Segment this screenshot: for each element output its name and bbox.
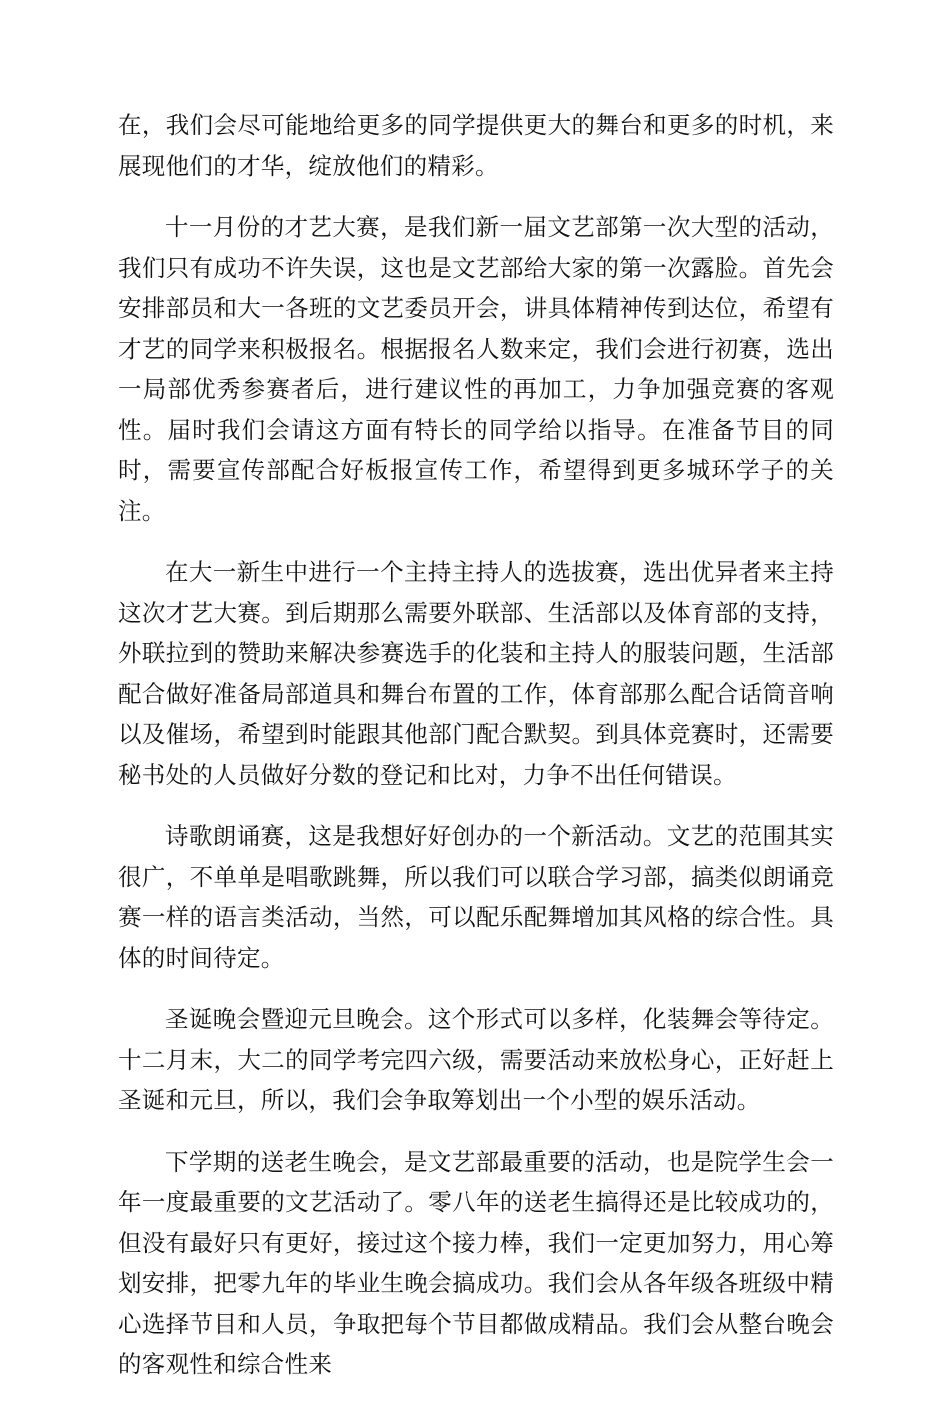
paragraph-talent-contest: 十一月份的才艺大赛，是我们新一届文艺部第一次大型的活动，我们只有成功不许失误，这也是文艺部给大家的第一次露脸。首先会安排部员和大一各班的文艺委员开会，讲具体精神传到达位，希望有才艺的同学来积极报名。根据报名人数来定，我们会进行初赛，选出一局部优秀参赛者后，进行建议性的再加工，力争加强竞赛的客观性。届时我们会请这方面有特长的同学给以指导。在准备节目的同时，需要宣传部配合好板报宣传工作，希望得到更多城环学子的关注。: [118, 213, 834, 525]
paragraph-host-selection: 在大一新生中进行一个主持主持人的选拔赛，选出优异者来主持这次才艺大赛。到后期那么需要外联部、生活部以及体育部的支持，外联拉到的赞助来解决参赛选手的化装和主持人的服装问题，生活部配合做好准备局部道具和舞台布置的工作，体育部那么配合话筒音响以及催场，希望到时能跟其他部门配合默契。到具体竞赛时，还需要秘书处的人员做好分数的登记和比对，力争不出任何错误。: [118, 558, 834, 789]
paragraph-talent-stage: 在，我们会尽可能地给更多的同学提供更大的舞台和更多的时机，来展现他们的才华，绽放他们的精彩。: [118, 111, 834, 180]
document-body: [118, 105, 834, 1406]
paragraph-christmas-party: 圣诞晚会暨迎元旦晚会。这个形式可以多样，化装舞会等待定。十二月末，大二的同学考完四六级，需要活动来放松身心，正好赶上圣诞和元旦，所以，我们会争取筹划出一个小型的娱乐活动。: [118, 1005, 834, 1114]
paragraph-farewell-party: 下学期的送老生晚会，是文艺部最重要的活动，也是院学生会一年一度最重要的文艺活动了。零八年的送老生搞得还是比较成功的，但没有最好只有更好，接过这个接力棒，我们一定更加努力，用心筹划安排，把零九年的毕业生晚会搞成功。我们会从各年级各班级中精心选择节目和人员，争取把每个节目都做成精品。我们会从整台晚会的客观性和综合性来: [118, 1147, 834, 1378]
paragraph-poetry-recital: 诗歌朗诵赛，这是我想好好创办的一个新活动。文艺的范围其实很广，不单单是唱歌跳舞，所以我们可以联合学习部，搞类似朗诵竞赛一样的语言类活动，当然，可以配乐配舞增加其风格的综合性。具体的时间待定。: [118, 822, 834, 972]
